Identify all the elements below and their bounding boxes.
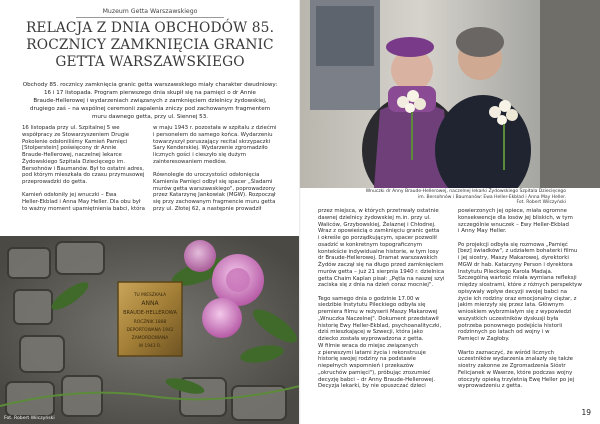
text-line: dziecko została wyprowadzona z getta. [318, 336, 424, 343]
text-line: potrzeba ponownego podejścia historii [458, 322, 563, 329]
stone-line: W 1943 R. [138, 344, 162, 349]
text-line: Kamień odsłoniły jej wnuczki – Ewa [22, 192, 117, 199]
stolperstein-image [0, 236, 300, 424]
text-line: otoczyły opieką trzyletnią Ewę Heller po jej [458, 376, 575, 383]
caption-line: Wnuczki dr Anny Braude-Hellerowej, naczelnej lekarki Żydowskiego Szpitala Dziecięcego [365, 189, 566, 194]
text-line: z pierwszymi latami życia i rekonstruuje [318, 349, 426, 356]
text-line: współpracy ze Stowarzyszeniem Drugie [22, 131, 130, 138]
stone-line: BRAUDE-HELLEROWA [123, 310, 177, 316]
text-line: wyprowadzeniu z getta. [458, 383, 523, 390]
text-line: rodzinnych po latach od wojny i w [458, 329, 550, 336]
text-line: historię Ewy Heller-Ekblad, psychoanalityczki, [318, 322, 442, 329]
text-line: zaciska się z dnia na dzień coraz mocniej". [318, 282, 434, 289]
text-line: W filmie wraca do miejsc związanych [318, 342, 419, 349]
left-column-2 [153, 125, 284, 213]
right-column-2 [458, 208, 587, 390]
paragraph [318, 208, 453, 289]
title-line: GETTA WARSZAWSKIEGO [55, 54, 245, 70]
text-line: przez miejsca, w których przetrwały ostatnie [318, 208, 439, 214]
text-line: osadzić w konkretnym topograficznym [318, 241, 422, 248]
text-line: się przy zachowanym fragmencie muru getta [153, 199, 276, 206]
text-line: szczególnie wnuczek – Ewy Heller-Ekblad [458, 221, 569, 228]
text-line: Sary Kenderskiej. Wydarzenie zgromadziło [153, 145, 268, 152]
right-column-1 [318, 208, 453, 390]
paragraph [153, 125, 284, 166]
text-line: i personelem do samego końca. Wydarzeniu [153, 131, 273, 138]
text-line: Pamięci w Zagłoby. [458, 336, 510, 343]
text-line: MGW dr hab. Katarzyny Person i dyrektora [458, 261, 573, 268]
text-line: wnioskiem wybrzmiałym się z wypowiedzi [458, 309, 572, 316]
text-line: niepełnych wspomnień i przekazów [318, 363, 414, 370]
stone-line: TU MIESZKAŁA [133, 293, 167, 298]
text-line: w maju 1943 r. pozostała w szpitalu z dziećmi [153, 125, 277, 131]
text-line: wszystkich uczestników dyskusji była [458, 315, 559, 322]
article-title [8, 20, 292, 71]
text-line: pod którym mieszkała do czasu przymusowej [22, 172, 145, 179]
text-line: Warto zaznaczyć, że wśród licznych [458, 349, 555, 356]
text-line: Żydowskiego Szpitala Dziecięcego im. [22, 158, 126, 165]
text-line: zainteresowaniem mediów. [153, 158, 227, 165]
text-line: dziś mieszkającej w Szwecji, która jako [318, 329, 423, 336]
title-line: ROCZNICY ZAMKNIĘCIA GRANIC [26, 37, 274, 53]
text-line: to ważny moment upamiętnienia babci, która [22, 205, 145, 212]
text-line: getta Chaim Kaplan pisał: „Pętla na naszej szyi [318, 275, 445, 282]
text-line: Wraz z opowieścią o zamknięciu granic getta [318, 228, 440, 235]
section-header: Muzeum Getta Warszawskiego [102, 8, 198, 15]
paragraph [458, 350, 587, 391]
stolperstein-photo [0, 236, 300, 424]
text-line: Bersohnów i Baumanów. Był to ostatni adres, [22, 165, 145, 172]
text-line: 16 listopada przy ul. Szpitalnej 5 we [22, 125, 120, 131]
paragraph [22, 192, 152, 212]
text-line: między siostrami, które z różnych perspektyw [458, 282, 582, 289]
text-line: powierzonych jej opiece, miała ogromne [458, 208, 567, 214]
photo-credit: Fot. Robert Wilczyński [4, 416, 55, 421]
text-line: kontekście indywidualne historie, w tym losy [318, 248, 439, 255]
text-line: opisywały wpływ decyzji swojej babci na [458, 288, 568, 295]
text-line: konsekwencje dla losów jej bliskich, w tym [458, 214, 573, 221]
text-line: siedzibie Instytutu Pileckiego odbyła się [318, 302, 426, 309]
lead-line: muru dawnego getta, przy ul. Siennej 53. [91, 113, 209, 120]
text-line: dr Braude-Hellerowej. Dramat warszawskich [318, 255, 438, 262]
text-line: dawnej dzielnicy żydowskiej m.in. przy ul. [318, 214, 431, 221]
text-line: życie ich rodziny oraz emocjonalny ciężar, z [458, 295, 577, 302]
text-line: jakim mierzyły się przez lata. Głównym [458, 302, 564, 309]
text-line: [bez] świadków", z udziałem bohaterki filmu [458, 248, 578, 255]
text-line: [Stolperstein] poświęcony dr Annie [22, 145, 117, 152]
paragraph [22, 125, 152, 186]
portrait-image [300, 0, 600, 188]
photo-caption [352, 189, 566, 206]
text-line: przy ul. Złotej 62, a następnie prowadził [153, 205, 262, 212]
lead-paragraph [14, 82, 286, 122]
text-line: i określe go porządkującym, spacer pozwolił [318, 235, 437, 241]
text-line: Po projekcji odbyła się rozmowa „Pamięć [458, 241, 568, 248]
text-line: „okruchów pamięci"), próbując zrozumieć [318, 369, 431, 376]
stone-line: DEPORTOWANA 1942 [126, 328, 174, 333]
left-column-1 [22, 125, 152, 213]
text-line: premiera filmu w reżyserii Maszy Makarowej [318, 309, 438, 316]
text-line: licznych gości i cieszyło się dużym [153, 152, 246, 158]
lead-line: Obchody 85. rocznicy zamknięcia granic getta warszawskiego miały charakter dwudniowy: [22, 82, 278, 88]
text-line: murów getta warszawskiego", poprowadzony [153, 185, 276, 192]
text-line: Instytutu Pileckiego Karola Madaja. [458, 268, 553, 275]
paragraph [458, 242, 587, 343]
text-line: decyzję babci – dr Anny Braude-Hellerowej. [318, 376, 436, 383]
text-line: uczestników wydarzenia znalazły się także [458, 356, 573, 363]
page-number: 19 [581, 408, 591, 417]
title-line: RELACJA Z DNIA OBCHODÓW 85. [25, 20, 275, 36]
granddaughters-photo [300, 0, 600, 188]
text-line: historię swojej rodziny na podstawie [318, 356, 416, 363]
lead-line: drugiego zaś – na wspólnej ceremonii zapalenia zniczy pod zachowanym fragmentem [29, 105, 271, 112]
text-line: siostry zakonne ze Zgromadzenia Sióstr [458, 363, 566, 370]
stone-line: ZAMORDOWANA [131, 336, 169, 341]
text-line: Żydów zaczął się na długo przed zamknięciem [318, 262, 444, 268]
header-rule [76, 17, 224, 18]
text-line: Pokolenie odsłoniliśmy Kamień Pamięci [22, 138, 128, 145]
text-line: „Wnuczka Naczelnej". Dokument przedstawił [318, 315, 439, 322]
lead-line: 16 i 17 listopada. Program pierwszego dnia skupił się na pamięci o dr Annie [44, 89, 256, 96]
paragraph [318, 296, 453, 391]
caption-credit: Fot. Robert Wilczyński [516, 200, 566, 206]
text-line: i jej siostry, Maszy Makarowej, dyrektorki [458, 255, 569, 262]
text-line: Szczególną wartość miała wymiana refleksji [458, 275, 577, 282]
text-line: Waliców, Grzybowskiej, Żelaznej i Chłodnej. [318, 221, 436, 228]
text-line: przez Katarzynę Jankowiak (MGW). Rozpoczął [153, 192, 276, 199]
text-line: Braude-Hellerowej, naczelnej lekarce [22, 152, 122, 158]
text-line: towarzyszył poruszający recital skrzypaczki [153, 138, 271, 145]
text-line: Kamienia Pamięci odbył się spacer „Śladami [153, 178, 273, 185]
stone-line: ROCZNIK 1888 [133, 320, 167, 325]
stone-line: ANNA [141, 300, 159, 307]
text-line: Heller-Ekblad i Anna May Heller. Dla obu był [22, 199, 141, 206]
paragraph [458, 208, 587, 235]
text-line: Równolegle do uroczystości odsłonięcia [153, 172, 260, 179]
text-line: murów getta – już 21 sierpnia 1940 r. dzielnica [318, 268, 445, 275]
text-line: przeprowadzki do getta. [22, 179, 88, 185]
caption-line: im. Bersohnów i Baumanów: Ewa Heller-Ekblad i Anna May Heller. [418, 194, 566, 200]
lead-line: Braude-Hellerowej i wydarzeniach związanych z zamknięciem dzielnicy żydowskiej, [33, 97, 267, 104]
text-line: i Anny May Heller. [458, 228, 507, 235]
text-line: Felicjanek w Wawrze, które podczas wojny [458, 369, 573, 376]
paragraph [153, 172, 284, 213]
text-line: Tego samego dnia o godzinie 17.00 w [318, 295, 420, 302]
text-line: Decyzja lekarki, by nie opuszczać dzieci [318, 383, 426, 390]
